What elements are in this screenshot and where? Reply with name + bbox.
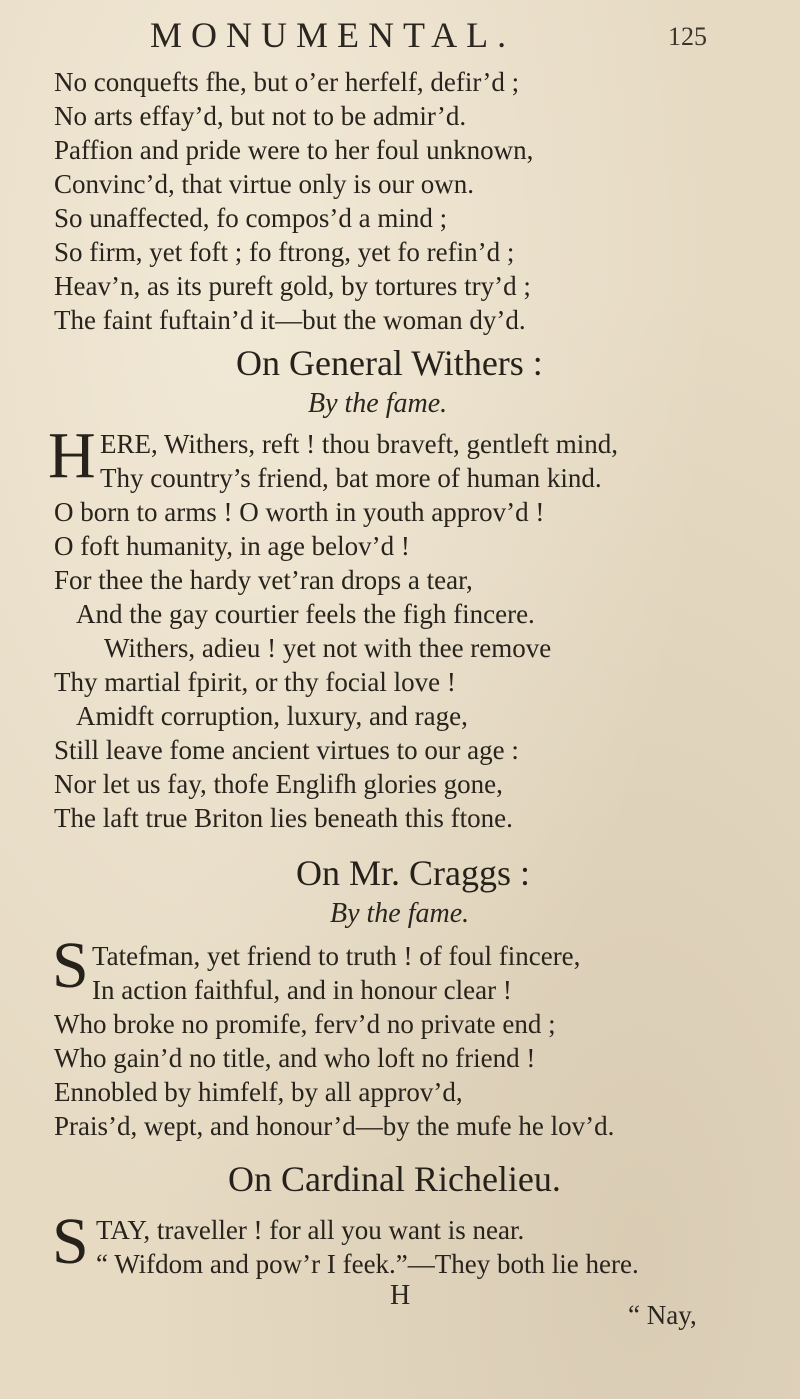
verse-line: So unaffected, fo compos’d a mind ;	[54, 203, 448, 233]
verse-line: The laft true Briton lies beneath this ftone.	[54, 803, 513, 833]
drop-capital: S	[52, 929, 89, 1002]
poem-title: On Cardinal Richelieu.	[228, 1159, 561, 1199]
running-head	[0, 12, 800, 72]
verse-line: Thy martial fpirit, or thy focial love !	[54, 667, 456, 697]
signature-mark: H	[390, 1280, 411, 1311]
verse-line: And the gay courtier feels the figh fincere.	[76, 599, 535, 629]
page-number: 125	[668, 22, 707, 51]
verse-line: Heav’n, as its pureft gold, by tortures try’d ;	[54, 271, 531, 301]
verse-line: “ Wifdom and pow’r I feek.”—They both lie here.	[96, 1249, 639, 1279]
verse-line: Prais’d, wept, and honour’d—by the mufe he lov’d.	[54, 1111, 615, 1141]
verse-line: Still leave fome ancient virtues to our age :	[54, 735, 519, 765]
verse-line: O foft humanity, in age belov’d !	[54, 531, 410, 561]
poem-title: On Mr. Craggs :	[296, 853, 530, 893]
verse-line: Who gain’d no title, and who loft no friend !	[54, 1043, 536, 1073]
verse-line: Nor let us fay, thofe Englifh glories gone,	[54, 769, 503, 799]
drop-capital: S	[52, 1205, 89, 1278]
verse-line: TAY, traveller ! for all you want is near.	[96, 1215, 525, 1245]
running-title: MONUMENTAL.	[150, 15, 516, 55]
poem-byline: By the fame.	[308, 388, 448, 419]
verse-line: Paffion and pride were to her foul unknown,	[54, 135, 534, 165]
verse-line: The faint fuftain’d it—but the woman dy’d.	[54, 305, 526, 335]
verse-line: O born to arms ! O worth in youth approv’d !	[54, 497, 545, 527]
verse-line: ERE, Withers, reft ! thou braveft, gentleft mind,	[100, 429, 619, 459]
verse-line: Tatefman, yet friend to truth ! of foul fincere,	[92, 941, 581, 971]
verse-line: Withers, adieu ! yet not with thee remove	[104, 633, 552, 663]
verse-line: In action faithful, and in honour clear !	[92, 975, 512, 1005]
verse-line: For thee the hardy vet’ran drops a tear,	[54, 565, 473, 595]
verse-line: Who broke no promife, ferv’d no private end ;	[54, 1009, 556, 1039]
verse-line: No conquefts fhe, but o’er herfelf, defir’d ;	[54, 67, 520, 97]
drop-capital: H	[48, 419, 96, 492]
verse-line: Amidft corruption, luxury, and rage,	[76, 701, 468, 731]
verse-line: Convinc’d, that virtue only is our own.	[54, 169, 474, 199]
verse-line: No arts effay’d, but not to be admir’d.	[54, 101, 467, 131]
verse-line: Thy country’s friend, bat more of human kind.	[100, 463, 602, 493]
verse-line: Ennobled by himfelf, by all approv’d,	[54, 1077, 463, 1107]
verse-line: So firm, yet foft ; fo ftrong, yet fo refin’d ;	[54, 237, 515, 267]
poem-byline: By the fame.	[330, 898, 470, 929]
poem-title: On General Withers :	[236, 343, 543, 383]
catchword: “ Nay,	[628, 1300, 697, 1330]
